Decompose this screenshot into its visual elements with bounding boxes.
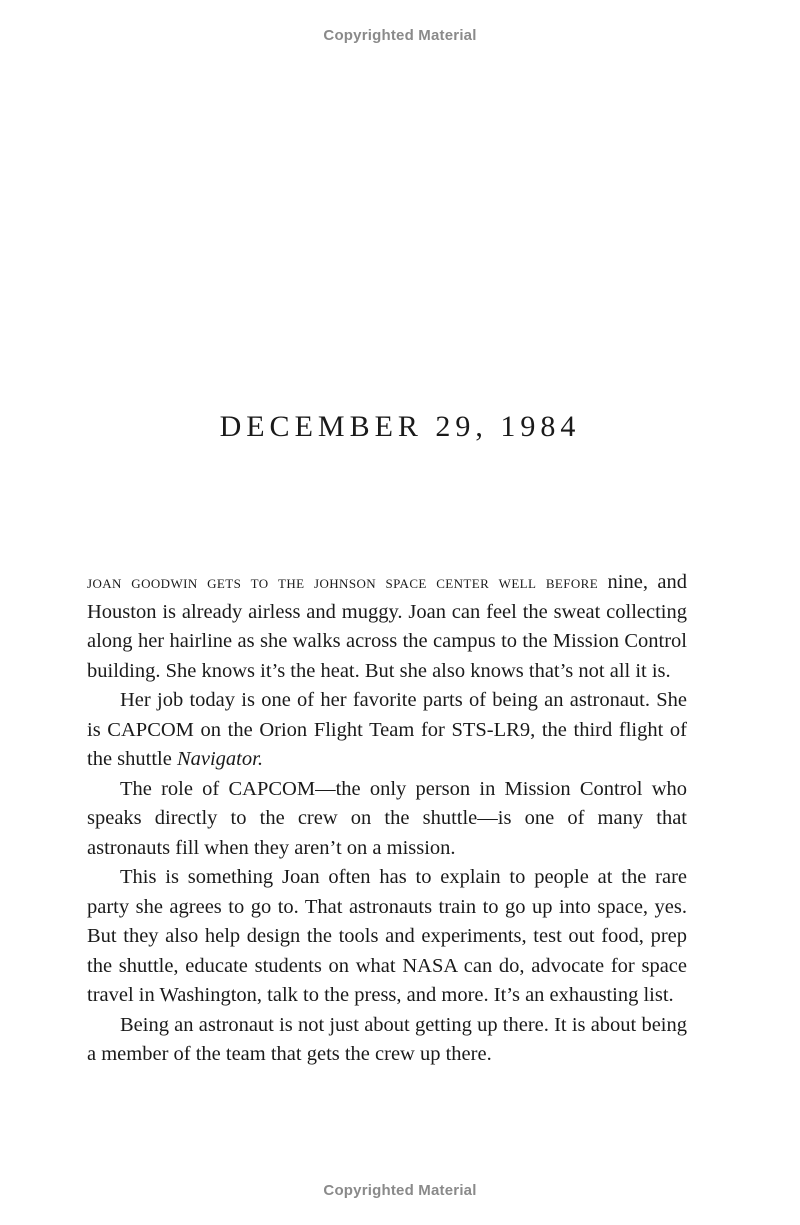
shuttle-name: Navigator. (176, 748, 263, 770)
watermark-top: Copyrighted Material (323, 27, 477, 44)
paragraph-2 (87, 686, 687, 775)
paragraph-1-lead-in: joan goodwin gets to the johnson space center well before (87, 572, 599, 593)
watermark-bottom: Copyrighted Material (323, 1182, 477, 1199)
paragraph-4: This is something Joan often has to explain to people at the rare party she agrees to go to. That astronauts train to go up into space, yes. But they also help design the tools and experiments, test out food, prep the shuttle, educate students on what NASA can do, advocate for space travel in Washington, talk to the press, and more. It’s an exhausting list. (87, 866, 687, 1006)
paragraph-5: Being an astronaut is not just about getting up there. It is about being a member of the team that gets the crew up there. (87, 1013, 687, 1065)
chapter-title: DECEMBER 29, 1984 (219, 410, 581, 443)
paragraph-2-text: Her job today is one of her favorite parts of being an astronaut. She is CAPCOM on the Orion Flight Team for STS-LR9, the third flight of the shuttle (87, 689, 687, 770)
chapter-body (87, 568, 687, 1070)
paragraph-1 (87, 568, 687, 686)
paragraph-3: The role of CAPCOM—the only person in Mission Control who speaks directly to the crew on the shuttle—is one of many that astronauts fill when they aren’t on a mission. (87, 777, 687, 859)
paragraph-1-text: nine, and Houston is already airless and muggy. Joan can feel the sweat collecting along her hairline as she walks across the campus to the Mission Control building. She knows it’s the heat. But she also knows that’s not all it is. (87, 571, 687, 682)
